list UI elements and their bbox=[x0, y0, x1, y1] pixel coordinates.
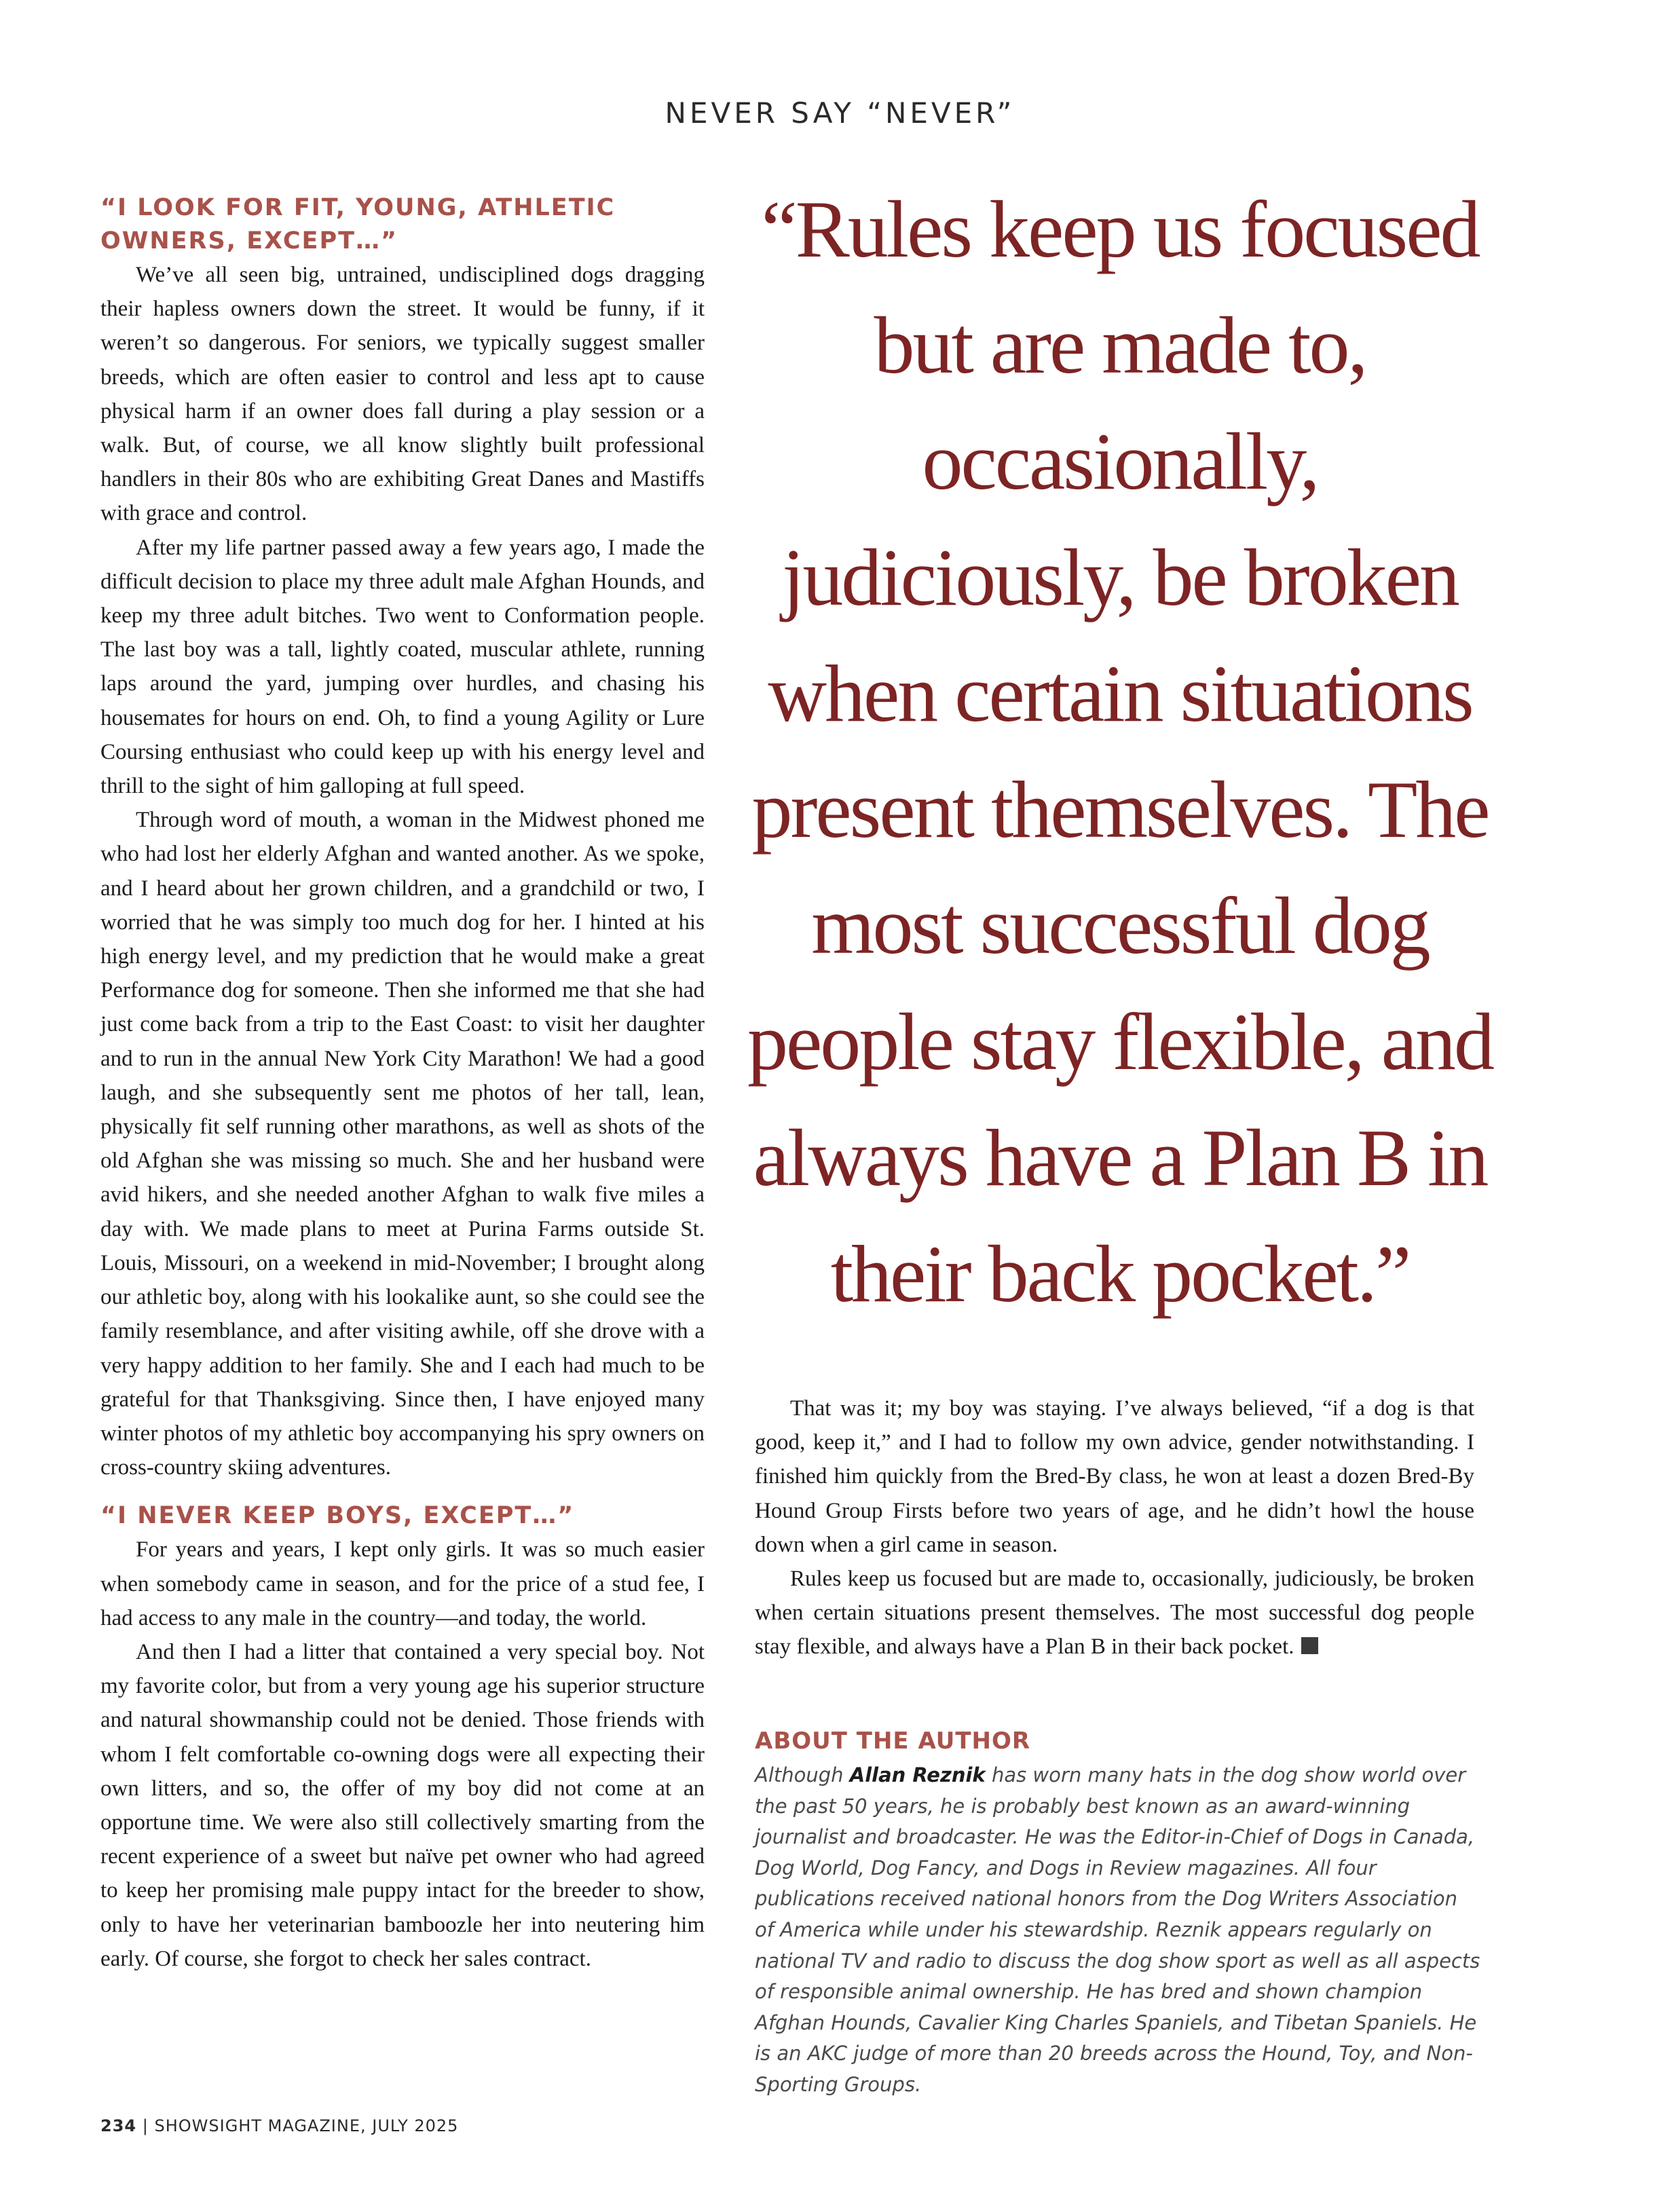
author-name: Allan Reznik bbox=[849, 1763, 986, 1786]
body-paragraph: After my life partner passed away a few years ago, I made the difficult decision to place my three adult male Afghan Hounds, and keep my three adult bitches. Two went to Conformation people. The last boy was a tall, lightly coated, muscular athlete, running laps around the yard, jumping over hurdles, and chasing his housemates for hours on end. Oh, to find a young Agility or Lure Coursing enthusiast who could keep up with his energy level and thrill to the sight of him galloping at full speed. bbox=[100, 535, 705, 799]
author-bio bbox=[755, 1760, 1481, 2101]
body-paragraph: That was it; my boy was staying. I’ve always believed, “if a dog is that good, keep it,” and I had to follow my own advice, gender notwithstanding. I finished him quickly from the Bred-By class, he won at least a dozen Bred-By Hound Group Firsts before two years of age, and he didn’t howl the house down when a girl came in season. bbox=[755, 1396, 1474, 1557]
subhead-fit-owners: “I LOOK FOR FIT, YOUNG, ATHLETIC OWNERS, EXCEPT…” bbox=[100, 194, 616, 255]
body-paragraph: Through word of mouth, a woman in the Midwest phoned me who had lost her elderly Afghan and wanted another. As we spoke, and I heard about her grown children, and a grandchild or two, I worried that he was simply too much dog for her. I hinted at his high energy level, and my prediction that he would make a great Performance dog for someone. Then she informed me that she had just come back from a trip to the East Coast: to visit her daughter and to run in the annual New York City Marathon! We had a good laugh, and she subsequently sent me photos of her tall, lean, physically fit self running other marathons, as well as shots of the old Afghan she was missing so much. She and her husband were avid hikers, and she needed another Afghan to walk five miles a day with. We made plans to meet at Purina Farms outside St. Louis, Missouri, on a weekend in mid-November; I brought along our athletic boy, along with his lookalike aunt, so she could see the family resemblance, and after visiting awhile, off she drove with a very happy addition to her family. She and I each had much to be grateful for that Thanksgiving. Since then, I have enjoyed many winter photos of my athletic boy accompanying his spry owners on cross-country skiing adventures. bbox=[100, 808, 705, 1480]
author-bio-text: has worn many hats in the dog show world over the past 50 years, he is probably best known as an award-winning journalist and broadcaster. He was the Editor-in-Chief of Dogs in Canada, Dog World, Dog Fancy, and Dogs in Review magazines. All four publications received national honors from the Dog Writers Association of America while under his stewardship. Reznik appears regularly on national TV and radio to discuss the dog show sport as well as all aspects of responsible animal ownership. He has bred and shown champion Afghan Hounds, Cavalier King Charles Spaniels, and Tibetan Spaniels. He is an AKC judge of more than 20 breeds across the Hound, Toy, and Non-Sporting Groups. bbox=[755, 1763, 1480, 2096]
end-of-article-square-icon bbox=[1301, 1637, 1318, 1654]
body-paragraph: And then I had a litter that contained a very special boy. Not my favorite color, but from a very young age his superior structure and natural showmanship could not be denied. Those friends with whom I felt comfortable co-owning dogs were all expecting their own litters, and so, the offer of my boy did not come at an opportune time. We were also still collectively smarting from the recent experience of a sweet but naïve pet owner who had agreed to keep her promising male puppy intact for the breeder to show, only to have her veterinarian bamboozle her into neutering him early. Of course, she forgot to check her sales contract. bbox=[100, 1639, 705, 1971]
pull-quote: “Rules keep us focused but are made to, occasionally, judiciously, be broken when certain situations present themselves. The most successful dog people stay flexible, and always have a Plan B in their back pocket.” bbox=[747, 184, 1493, 1319]
body-paragraph: For years and years, I kept only girls. It was so much easier when somebody came in season, and for the price of a stud fee, I had access to any male in the country—and today, the world. bbox=[100, 1537, 705, 1630]
body-paragraph: We’ve all seen big, untrained, undisciplined dogs dragging their hapless owners down the street. It would be funny, if it weren’t so dangerous. For seniors, we typically suggest smaller breeds, which are often easier to control and less apt to cause physical harm if an owner does fall during a play session or a walk. But, of course, we all know slightly built professional handlers in their 80s who are exhibiting Great Danes and Mastiffs with grace and control. bbox=[100, 263, 705, 526]
left-column bbox=[100, 191, 705, 1976]
running-title: NEVER SAY “NEVER” bbox=[665, 96, 1015, 130]
final-paragraph-text: Rules keep us focused but are made to, occasionally, judiciously, be broken when certain situations present themselves. The most successful dog people stay flexible, and always have a Plan B in their back pocket. bbox=[755, 1567, 1474, 1660]
page-footer bbox=[100, 2116, 458, 2135]
author-heading: ABOUT THE AUTHOR bbox=[755, 1727, 1031, 1755]
author-bio-lead: Although bbox=[755, 1763, 844, 1786]
right-column bbox=[755, 1391, 1474, 1664]
subhead-never-keep-boys: “I NEVER KEEP BOYS, EXCEPT…” bbox=[100, 1502, 575, 1530]
page-number: 234 bbox=[100, 2116, 137, 2135]
about-the-author bbox=[755, 1727, 1481, 2101]
body-paragraph-final bbox=[755, 1562, 1474, 1664]
publication-name: SHOWSIGHT MAGAZINE, JULY 2025 bbox=[154, 2116, 459, 2135]
footer-separator: | bbox=[142, 2116, 149, 2135]
